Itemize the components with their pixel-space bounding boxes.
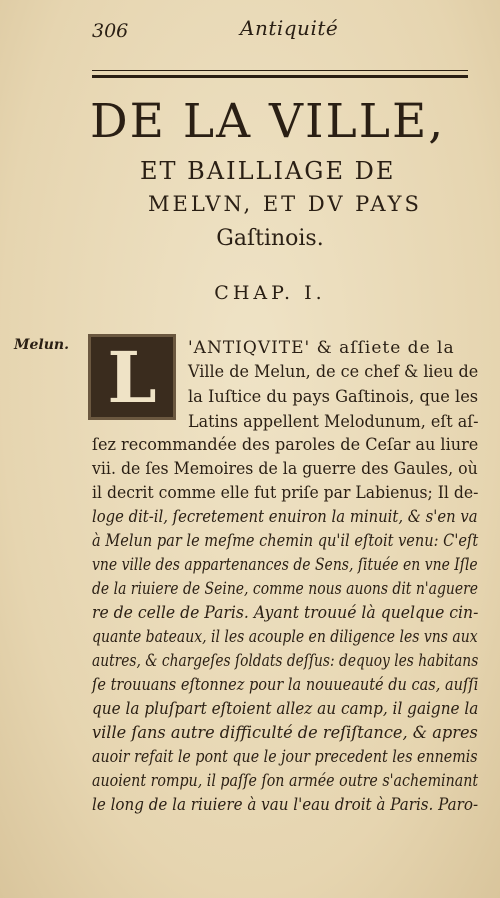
text-line: auoient rompu, il paſſe ſon armée outre s'acheminant [92,771,479,791]
text-line: loge dit-il, ſecretement enuiron la minuit, & s'en va [92,507,478,527]
text-line: il decrit comme elle fut priſe par Labienus; Il de- [92,483,479,503]
text-line: 'ANTIQVITE' & aſſiete de la [188,338,455,358]
chapter-heading: CHAP. I. [214,282,326,304]
text-line: quante bateaux, il les acouple en diligence les vns aux [92,627,478,647]
text-line: que la pluſpart eſtoient allez au camp, il gaigne la [92,699,479,719]
header-rule-thick [92,75,468,78]
text-line: vne ville des appartenances de Sens, ſituée en vne Iſle [92,555,478,575]
text-line: le long de la riuiere à vau l'eau droit à Paris. Paro- [92,795,479,815]
title-subtitle-2: MELVN, ET DV PAYS [148,192,422,216]
page-number: 306 [92,20,129,42]
text-line: Latins appellent Melodunum, eſt aſ- [188,412,479,432]
running-head: Antiquité [240,16,339,40]
text-line: auoir refait le pont que le jour precedent les ennemis [92,747,478,767]
title-subtitle-1: ET BAILLIAGE DE [140,157,396,185]
ornamental-drop-cap: L [88,334,176,420]
text-line: ſez recommandée des paroles de Ceſar au liure [92,435,479,455]
title-subtitle-3: Gaſtinois. [216,226,324,251]
text-line: la Iuſtice du pays Gaſtinois, que les [188,387,479,407]
text-line: vii. de ſes Memoires de la guerre des Gaules, où [92,459,478,479]
header-rule-thin [92,70,468,71]
text-line: autres, & chargeſes ſoldats deſſus: dequoy les habitans [92,651,479,671]
title-main: DE LA VILLE, [90,94,446,149]
text-line: ſe trouuans eſtonnez pour la nouueauté du cas, auſſi [92,675,479,695]
text-line: Ville de Melun, de ce chef & lieu de [188,362,479,382]
text-line: ville ſans autre difficulté de reſiſtance, & apres [92,723,478,743]
margin-note: Melun. [14,337,69,353]
text-line: re de celle de Paris. Ayant trouué là quelque cin- [92,603,479,623]
text-line: de la riuiere de Seine, comme nous auons dit n'aguere [92,579,479,599]
text-line: à Melun par le meſme chemin qu'il eſtoit venu: C'eſt [92,531,479,551]
